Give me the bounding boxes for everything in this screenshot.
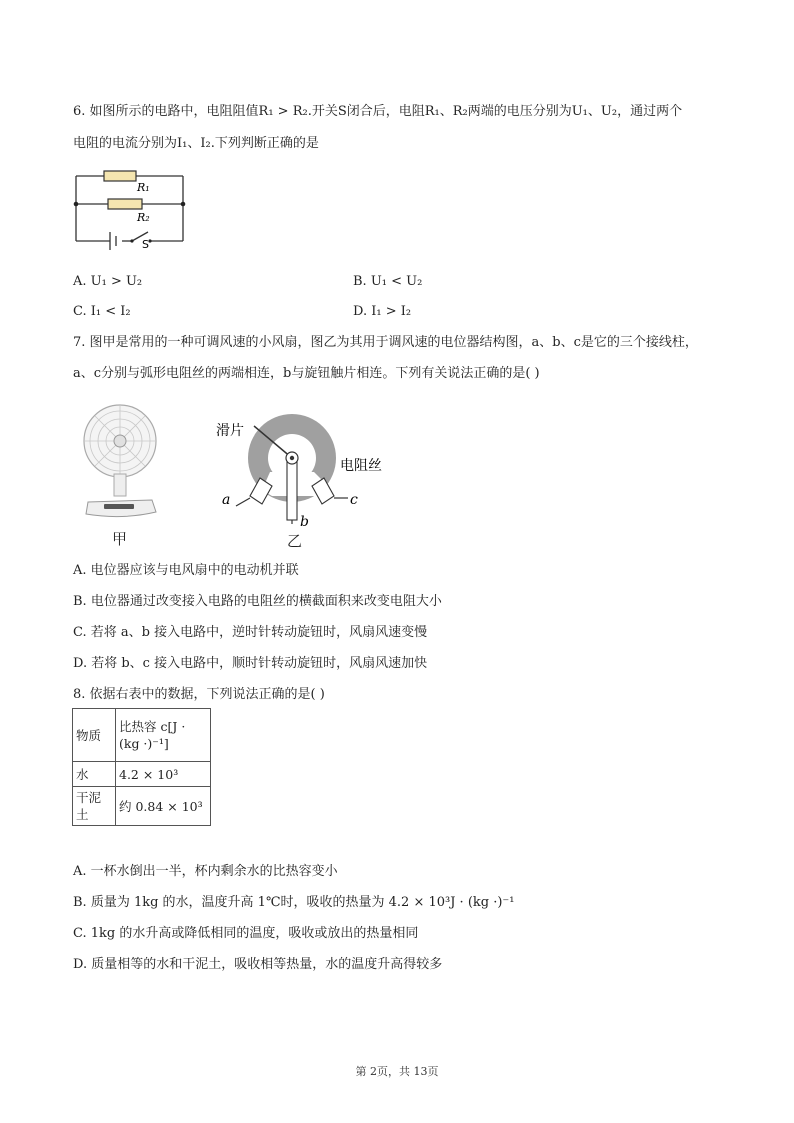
table-row bbox=[73, 787, 211, 826]
q6-option-a: A. U₁ > U₂ bbox=[73, 274, 143, 289]
q6-option-b: B. U₁ < U₂ bbox=[353, 274, 423, 289]
terminal-c-label: c bbox=[350, 492, 358, 508]
fan-illustration bbox=[82, 404, 162, 522]
q7-stem-line1: 7. 图甲是常用的一种可调风速的小风扇，图乙为其用于调风速的电位器结构图，a、b、c是它的三个接线柱， bbox=[73, 335, 698, 350]
resistance-wire-label: 电阻丝 bbox=[340, 458, 382, 474]
table-cell-water-value: 4.2 × 10³ bbox=[116, 762, 211, 787]
table-cell-soil-value: 约 0.84 × 10³ bbox=[116, 787, 211, 826]
page-footer: 第 2页，共 13页 bbox=[355, 1065, 439, 1078]
q8-option-c: C. 1kg 的水升高或降低相同的温度，吸收或放出的热量相同 bbox=[73, 926, 419, 941]
switch-label: S bbox=[142, 238, 149, 251]
q7-option-a: A. 电位器应该与电风扇中的电动机并联 bbox=[73, 563, 299, 578]
header-line2: (kg ·)⁻¹] bbox=[119, 736, 169, 751]
table-header-specific-heat bbox=[116, 709, 211, 762]
q7-stem-line2: a、c分别与弧形电阻丝的两端相连，b与旋钮触片相连。下列有关说法正确的是( ) bbox=[73, 366, 540, 381]
q8-option-d: D. 质量相等的水和干泥土，吸收相等热量，水的温度升高得较多 bbox=[73, 957, 443, 972]
q7-option-c: C. 若将 a、b 接入电路中，逆时针转动旋钮时，风扇风速变慢 bbox=[73, 625, 428, 640]
r1-label: R₁ bbox=[137, 181, 150, 194]
q6-stem-line2: 电阻的电流分别为I₁、I₂.下列判断正确的是 bbox=[73, 136, 319, 151]
r2-label: R₂ bbox=[137, 211, 150, 224]
header-line1: 比热容 c[J · bbox=[119, 719, 186, 734]
q6-option-d: D. I₁ > I₂ bbox=[353, 304, 412, 319]
table-row bbox=[73, 709, 211, 762]
q6-circuit-diagram bbox=[70, 168, 190, 251]
caption-yi: 乙 bbox=[287, 532, 303, 550]
terminal-a-label: a bbox=[222, 492, 231, 508]
specific-heat-table bbox=[72, 708, 211, 826]
resistor-r2 bbox=[108, 199, 142, 209]
table-row bbox=[73, 762, 211, 787]
q7-option-d: D. 若将 b、c 接入电路中，顺时针转动旋钮时，风扇风速加快 bbox=[73, 656, 428, 671]
q8-option-a: A. 一杯水倒出一半，杯内剩余水的比热容变小 bbox=[73, 864, 338, 879]
terminal-b-label: b bbox=[300, 514, 309, 530]
q8-stem: 8. 依据右表中的数据，下列说法正确的是( ) bbox=[73, 687, 325, 702]
caption-jia: 甲 bbox=[112, 530, 128, 548]
resistor-r1 bbox=[104, 171, 136, 181]
q7-option-b: B. 电位器通过改变接入电路的电阻丝的横截面积来改变电阻大小 bbox=[73, 594, 442, 609]
slider-label: 滑片 bbox=[216, 423, 244, 439]
table-cell-water: 水 bbox=[73, 762, 116, 787]
potentiometer-diagram bbox=[210, 412, 400, 532]
table-header-substance: 物质 bbox=[73, 709, 116, 762]
q8-option-b: B. 质量为 1kg 的水，温度升高 1℃时，吸收的热量为 4.2 × 10³J · (kg ·)⁻¹ bbox=[73, 895, 515, 910]
q6-stem-line1: 6. 如图所示的电路中，电阻阻值R₁ > R₂.开关S闭合后，电阻R₁、R₂两端的电压分别为U₁、U₂，通过两个 bbox=[73, 104, 683, 119]
q6-option-c: C. I₁ < I₂ bbox=[73, 304, 131, 319]
table-cell-soil: 干泥土 bbox=[73, 787, 116, 826]
